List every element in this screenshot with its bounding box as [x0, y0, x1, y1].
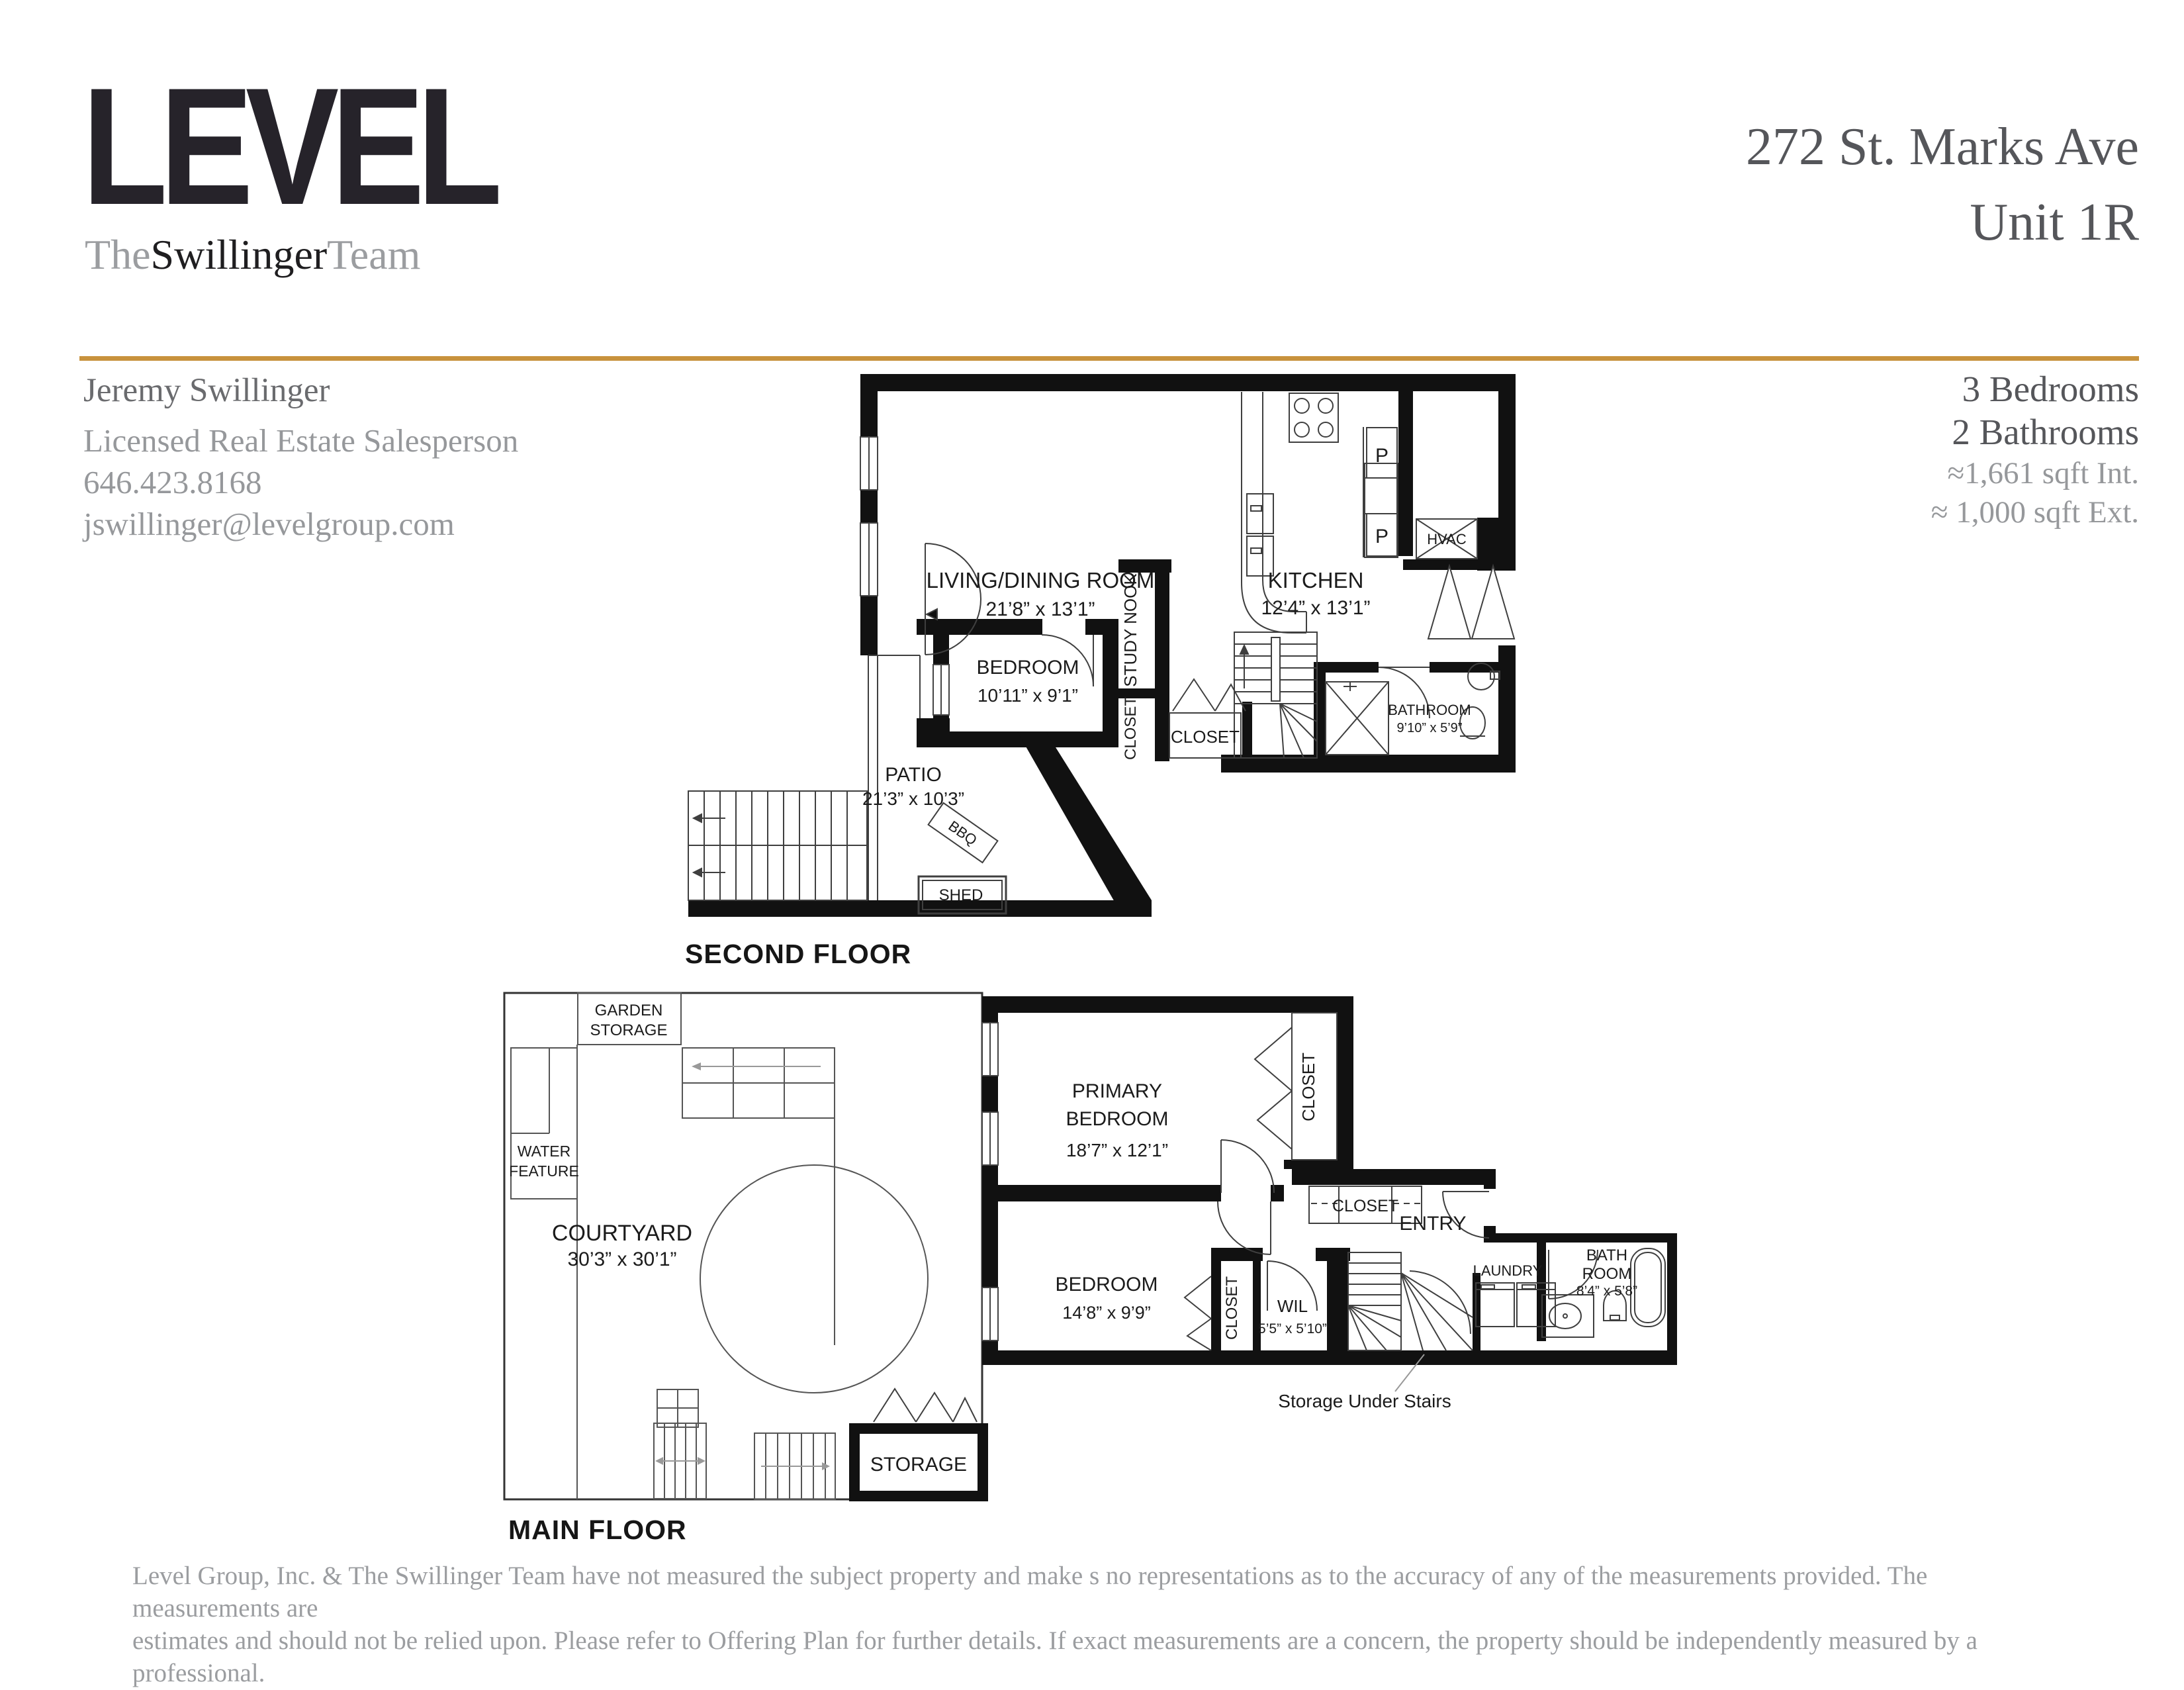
- gold-divider: [79, 356, 2139, 361]
- storage-label: STORAGE: [870, 1454, 968, 1476]
- team-name: Swillinger: [150, 231, 328, 278]
- bathroom-dims: 8’4” x 5’8”: [1576, 1284, 1638, 1299]
- second-floor-plan: [675, 364, 1529, 980]
- pantry-label-2: P: [1375, 526, 1389, 547]
- water-feature-l1: WATER: [517, 1143, 571, 1160]
- entry-closet-label: CLOSET: [1332, 1197, 1399, 1215]
- sf-bbq: [929, 803, 998, 863]
- sf-walls: [688, 374, 1516, 917]
- water-feature-l2: FEATURE: [509, 1162, 579, 1180]
- primary-bedroom-dims: 18’7” x 12’1”: [1066, 1140, 1169, 1160]
- hvac-label: HVAC: [1427, 531, 1467, 547]
- sf-bedroom-dims: 10’11” x 9’1”: [977, 685, 1079, 706]
- primary-bedroom-l1: PRIMARY: [1071, 1080, 1163, 1102]
- team-logo: [85, 230, 420, 279]
- sf-closet-side-label: CLOSET: [1122, 696, 1140, 761]
- pantry-label-1: P: [1375, 445, 1389, 467]
- sf-bathroom-label: BATHROOM: [1388, 702, 1471, 718]
- primary-bedroom-l2: BEDROOM: [1066, 1108, 1169, 1130]
- laundry-label: LAUNDRY: [1473, 1262, 1543, 1279]
- listing-unit: Unit 1R: [1970, 193, 2139, 252]
- bathroom-l2: ROOM: [1582, 1265, 1632, 1283]
- mf-walls: [849, 996, 1677, 1501]
- living-room-dims: 21’8” x 13’1”: [985, 598, 1095, 620]
- agent-email: jswillinger@levelgroup.com: [83, 505, 455, 542]
- listing-stats-block: [1931, 368, 2139, 532]
- agent-block: [83, 369, 518, 545]
- disclaimer-line2: estimates and should not be relied upon. Please refer to Offering Plan for further details. If exact measurements are a concern, the property should be independently measured by a professional.: [132, 1626, 1978, 1688]
- stat-bedrooms: 3 Bedrooms: [1962, 369, 2139, 409]
- garden-storage-l1: GARDEN: [594, 1002, 663, 1019]
- primary-closet-label: CLOSET: [1298, 1052, 1318, 1122]
- patio-dims: 21’3” x 10’3”: [862, 788, 965, 809]
- bbq-label: BBQ: [945, 817, 980, 849]
- kitchen-dims: 12’4” x 13’1”: [1261, 597, 1371, 619]
- agent-name: Jeremy Swillinger: [83, 372, 330, 409]
- wil-dims: 5’5” x 5’10”: [1258, 1321, 1327, 1337]
- stat-bathrooms: 2 Bathrooms: [1952, 411, 2139, 452]
- stat-exterior-sqft: ≈ 1,000 sqft Ext.: [1931, 494, 2139, 530]
- mf-bedroom-dims: 14’8” x 9’9”: [1062, 1303, 1151, 1323]
- disclaimer: [132, 1560, 2065, 1690]
- second-floor-title: SECOND FLOOR: [685, 939, 912, 969]
- study-nook-label: STUDY NOOK: [1120, 573, 1140, 687]
- listing-address-block: [1746, 118, 2139, 252]
- sf-closet-hall-label: CLOSET: [1170, 727, 1240, 747]
- wil-label: WIL: [1277, 1296, 1308, 1316]
- listing-address: 272 St. Marks Ave: [1745, 118, 2139, 176]
- disclaimer-line1: Level Group, Inc. & The Swillinger Team have not measured the subject property and make s no representations as to the accuracy of any of the measurements provided. The measurements are: [132, 1562, 1928, 1623]
- bedroom-closet-label: CLOSET: [1223, 1276, 1241, 1340]
- stat-interior-sqft: ≈1,661 sqft Int.: [1947, 455, 2139, 491]
- storage-under-stairs-label: Storage Under Stairs: [1278, 1391, 1451, 1411]
- main-floor-plan: [496, 983, 1701, 1513]
- kitchen-label: KITCHEN: [1267, 568, 1364, 592]
- courtyard-dims: 30’3” x 30’1”: [567, 1248, 677, 1270]
- entry-label: ENTRY: [1399, 1213, 1467, 1235]
- patio-label: PATIO: [885, 764, 942, 786]
- garden-storage-l2: STORAGE: [590, 1021, 668, 1039]
- level-logo: LEVEL: [82, 54, 495, 240]
- main-floor-title: MAIN FLOOR: [508, 1515, 687, 1545]
- sf-bathroom-dims: 9’10” x 5’9”: [1396, 721, 1463, 735]
- living-room-label: LIVING/DINING ROOM: [926, 568, 1155, 592]
- sf-bedroom-label: BEDROOM: [976, 657, 1079, 679]
- agent-phone: 646.423.8168: [83, 463, 262, 500]
- courtyard-label: COURTYARD: [551, 1221, 693, 1246]
- shed-label: SHED: [938, 886, 983, 904]
- mf-bedroom-label: BEDROOM: [1055, 1274, 1158, 1295]
- team-prefix: The: [85, 231, 151, 278]
- bathroom-l1: BATH: [1586, 1246, 1628, 1264]
- agent-title: Licensed Real Estate Salesperson: [83, 422, 519, 459]
- team-suffix: Team: [327, 231, 421, 278]
